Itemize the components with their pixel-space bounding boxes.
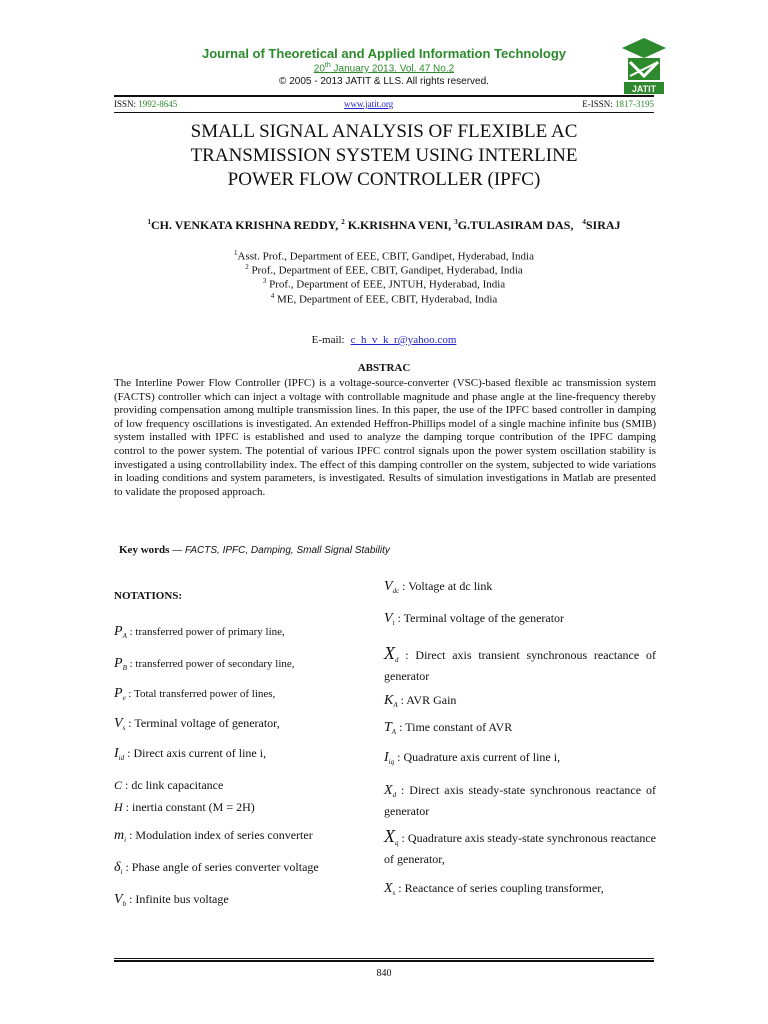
notation-right: $V_{dc}$ : Voltage at dc link (384, 579, 493, 595)
notation-left: $P_A$ : transferred power of primary line, (114, 624, 285, 640)
affiliation-3: $^3$ Prof., Department of EEE, JNTUH, Hyderabad, India (262, 277, 506, 291)
paper-title: SMALL SIGNAL ANALYSIS OF FLEXIBLE AC TRANSMISSION SYSTEM USING INTERLINE POWER FLOW CONTROLLER (IPFC) (190, 121, 578, 190)
authors: $^1$CH. VENKATA KRISHNA REDDY, $^2$ K.KRISHNA VENI, $^3$G.TULASIRAM DAS, $^4$SIRAJ (147, 218, 621, 232)
issue-info: 20th January 2013. Vol. 47 No.2 (313, 62, 455, 75)
keywords: Key words — FACTS, IPFC, Damping, Small Signal Stability (119, 544, 390, 556)
abstract-heading: ABSTRAC (357, 362, 411, 374)
journal-name: Journal of Theoretical and Applied Information Technology (201, 46, 567, 61)
notation-right: $K_A$ : AVR Gain (384, 693, 457, 709)
notation-right: $T_A$ : Time constant of AVR (384, 720, 513, 736)
affiliation-2: $^2$ Prof., Department of EEE, CBIT, Gandipet, Hyderabad, India (245, 263, 523, 277)
abstract-text: The Interline Power Flow Controller (IPFC) is a voltage-source-converter (VSC)-based flexible ac transmission system (FACTS) controller which can inject a voltage with controllable magnitude and phase angle at the line-frequency thereby providing compensation among multiple transmission lines. In this paper, the use of the IPFC based controller in damping of low frequency oscillations is investigated. An extended Heffron-Phillips model of a single machine infinite bus (SMIB) system installed with IPFC is established and used to analyze the damping torque contribution of the IPFC damping control to the power system. The potential of various IPFC control signals upon the power system oscillation stability is investigated a using controllability index. The effect of this damping controller on the system, subjected to wide variations in loading conditions and system parameters, is investigated. Results of simulation investigations in Matlab are presented to validate the proposed approach. (114, 377, 656, 498)
notation-right: $I_{iq}$ : Quadrature axis current of line i, (384, 750, 561, 766)
notation-right: $X_d$ : Direct axis transient synchronous reactance of generator (384, 643, 656, 683)
notation-right: $X_s$ : Reactance of series coupling transformer, (384, 881, 604, 897)
email-line: E-mail: c_h_v_k_r@yahoo.com (311, 334, 457, 346)
copyright: © 2005 - 2013 JATIT & LLS. All rights reserved. (279, 76, 489, 87)
footer-rule (114, 958, 654, 962)
issn: ISSN: 1992-8645 (114, 99, 178, 109)
header-subrule (114, 112, 654, 113)
notation-left: $V_b$ : Infinite bus voltage (114, 892, 229, 908)
affiliation-1: $^1$Asst. Prof., Department of EEE, CBIT, Gandipet, Hyderabad, India (234, 249, 534, 263)
notation-right: $V_t$ : Terminal voltage of the generator (384, 611, 565, 627)
notation-left: H : inertia constant (M = 2H) (114, 800, 255, 814)
notation-left: $\delta_i$ : Phase angle of series converter voltage (114, 860, 319, 876)
logo-text: JATIT (631, 84, 657, 94)
notation-left: $V_s$ : Terminal voltage of generator, (114, 716, 280, 732)
notation-right: $X_q$ : Quadrature axis steady-state synchronous reactance of generator, (384, 826, 656, 866)
notation-left: $P_e$ : Total transferred power of lines, (114, 686, 276, 702)
jatit-logo (620, 36, 668, 96)
notations-heading: NOTATIONS: (114, 590, 183, 602)
header-rule (114, 95, 654, 97)
notation-left: $I_{id}$ : Direct axis current of line i, (114, 746, 267, 762)
email-link[interactable]: c_h_v_k_r@yahoo.com (350, 334, 457, 346)
website-link[interactable]: www.jatit.org (344, 99, 394, 109)
affiliation-4: $^4$ ME, Department of EEE, CBIT, Hyderabad, India (270, 292, 498, 306)
page-number: 840 (376, 968, 392, 979)
notation-right: $X_d$ : Direct axis steady-state synchronous reactance of generator (384, 783, 656, 818)
eissn: E-ISSN: 1817-3195 (582, 99, 654, 109)
notation-left: $P_B$ : transferred power of secondary line, (114, 656, 295, 672)
notation-left: $m_i$ : Modulation index of series converter (114, 828, 313, 844)
notation-left: C : dc link capacitance (114, 778, 224, 792)
